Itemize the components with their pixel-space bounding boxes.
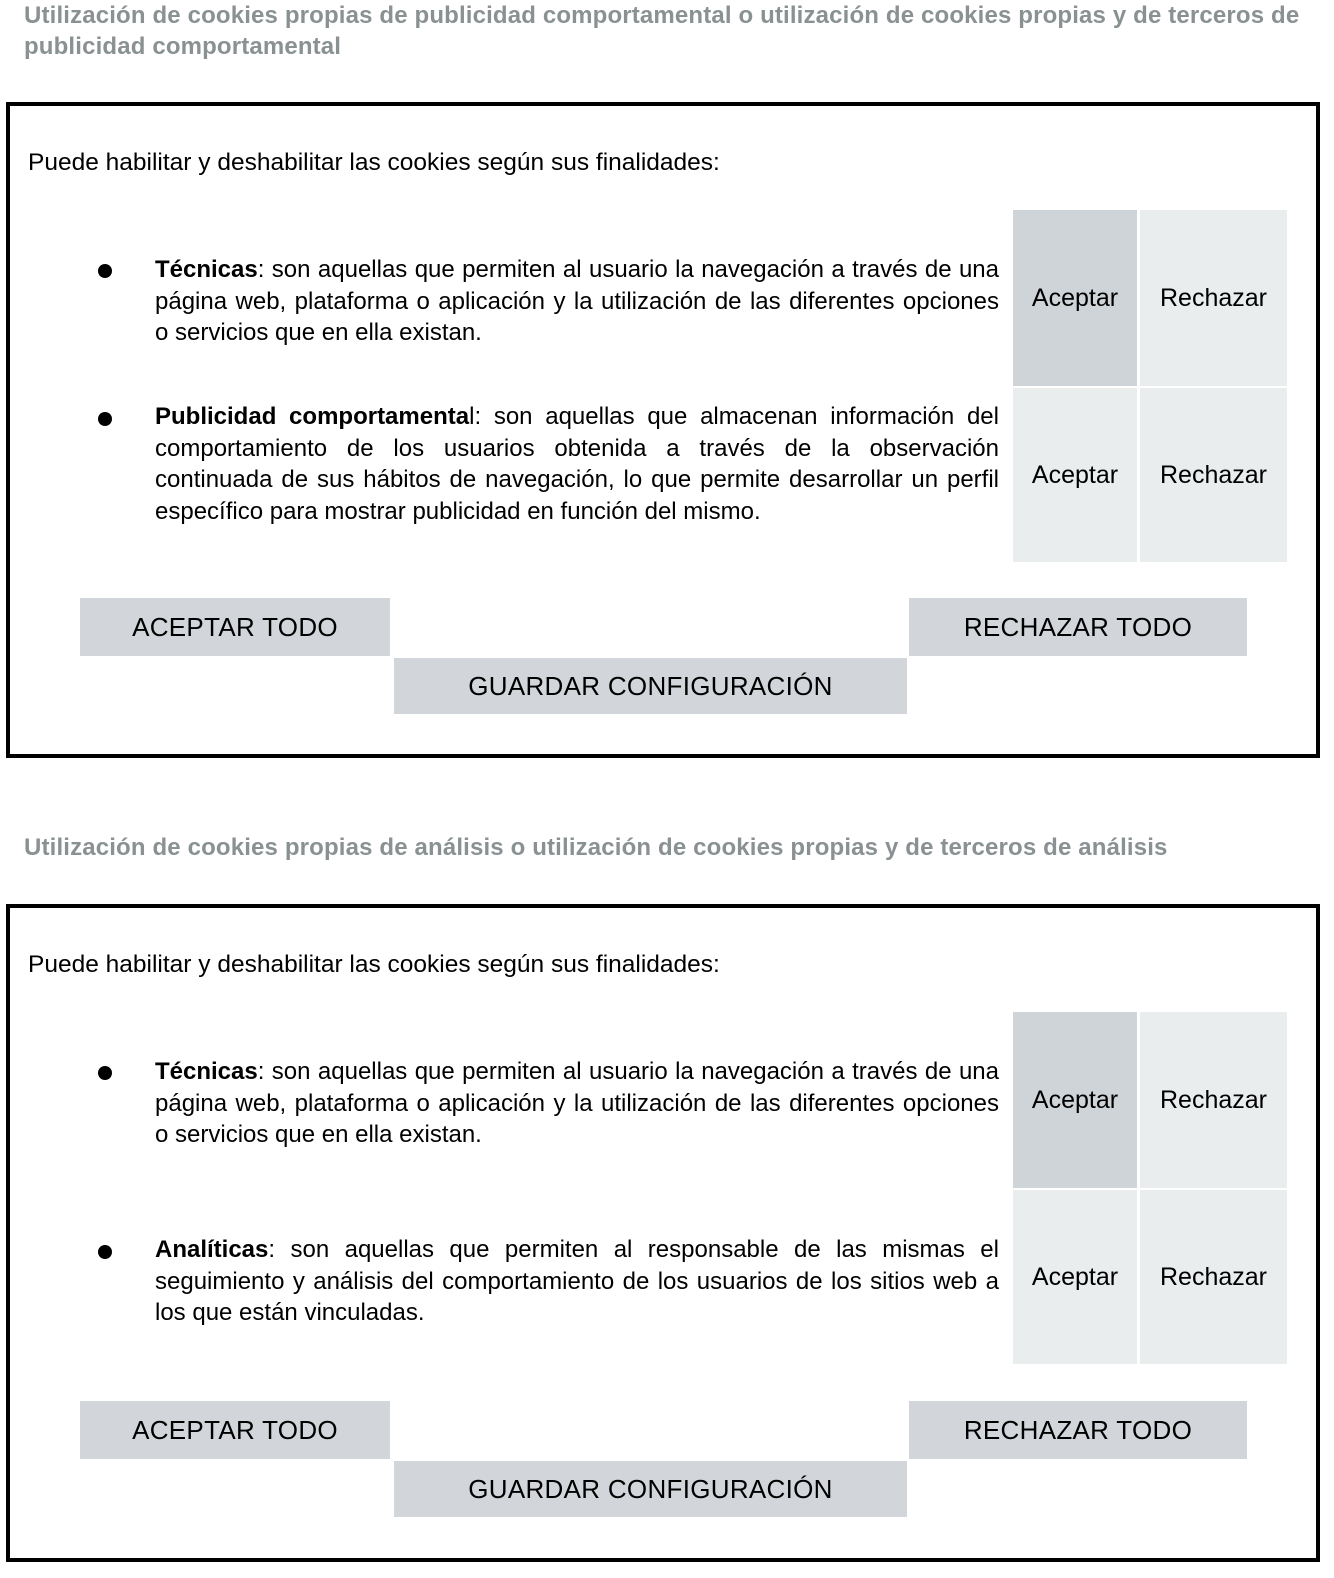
save-settings-button[interactable]: GUARDAR CONFIGURACIÓN bbox=[394, 658, 907, 714]
section-heading: Utilización de cookies propias de publicidad comportamental o utilización de cookies propias y de terceros de publicidad comportamental bbox=[24, 2, 1300, 60]
cookie-settings-panel bbox=[6, 904, 1320, 1562]
reject-button[interactable]: Rechazar bbox=[1140, 210, 1287, 386]
category-name: Técnicas bbox=[155, 1058, 258, 1085]
reject-all-button[interactable]: RECHAZAR TODO bbox=[909, 598, 1247, 656]
category-name: Analíticas bbox=[155, 1236, 269, 1263]
cookie-category-row bbox=[10, 388, 1316, 562]
reject-button[interactable]: Rechazar bbox=[1140, 1190, 1287, 1364]
accept-all-button[interactable]: ACEPTAR TODO bbox=[80, 1401, 390, 1459]
category-name: Publicidad comportamenta bbox=[155, 403, 470, 430]
category-description bbox=[155, 1234, 999, 1329]
accept-button[interactable]: Aceptar bbox=[1013, 1012, 1137, 1188]
cookie-category-row bbox=[10, 1012, 1316, 1188]
cookie-category-row bbox=[10, 210, 1316, 386]
accept-all-button[interactable]: ACEPTAR TODO bbox=[80, 598, 390, 656]
category-description bbox=[155, 254, 999, 349]
bullet-icon bbox=[98, 412, 112, 426]
reject-button[interactable]: Rechazar bbox=[1140, 1012, 1287, 1188]
reject-all-button[interactable]: RECHAZAR TODO bbox=[909, 1401, 1247, 1459]
category-name: Técnicas bbox=[155, 256, 258, 283]
category-text: : son aquellas que permiten al usuario la navegación a través de una página web, plataforma o aplicación y la utilización de las diferentes opciones o servicios que en ella existan. bbox=[155, 1058, 999, 1148]
category-name-suffix: l bbox=[469, 403, 475, 430]
accept-button[interactable]: Aceptar bbox=[1013, 1190, 1137, 1364]
bullet-icon bbox=[98, 264, 112, 278]
cookie-category-row bbox=[10, 1190, 1316, 1364]
category-text: : son aquellas que permiten al responsable de las mismas el seguimiento y análisis del comportamiento de los usuarios de los sitios web a los que están vinculadas. bbox=[155, 1236, 999, 1326]
category-text: : son aquellas que almacenan información del comportamiento de los usuarios obtenida a través de la observación continuada de sus hábitos de navegación, lo que permite desarrollar un perfil específico para mostrar publicidad en función del mismo. bbox=[155, 403, 999, 525]
save-settings-button[interactable]: GUARDAR CONFIGURACIÓN bbox=[394, 1461, 907, 1517]
bullet-icon bbox=[98, 1245, 112, 1259]
bullet-icon bbox=[98, 1066, 112, 1080]
category-description bbox=[155, 401, 999, 527]
panel-intro: Puede habilitar y deshabilitar las cookies según sus finalidades: bbox=[28, 951, 720, 978]
cookie-settings-panel bbox=[6, 102, 1320, 758]
category-description bbox=[155, 1056, 999, 1151]
accept-button[interactable]: Aceptar bbox=[1013, 388, 1137, 562]
panel-intro: Puede habilitar y deshabilitar las cookies según sus finalidades: bbox=[28, 149, 720, 176]
accept-button[interactable]: Aceptar bbox=[1013, 210, 1137, 386]
section-heading: Utilización de cookies propias de análisis o utilización de cookies propias y de terceros de análisis bbox=[24, 834, 1168, 861]
reject-button[interactable]: Rechazar bbox=[1140, 388, 1287, 562]
category-text: : son aquellas que permiten al usuario la navegación a través de una página web, plataforma o aplicación y la utilización de las diferentes opciones o servicios que en ella existan. bbox=[155, 256, 999, 346]
